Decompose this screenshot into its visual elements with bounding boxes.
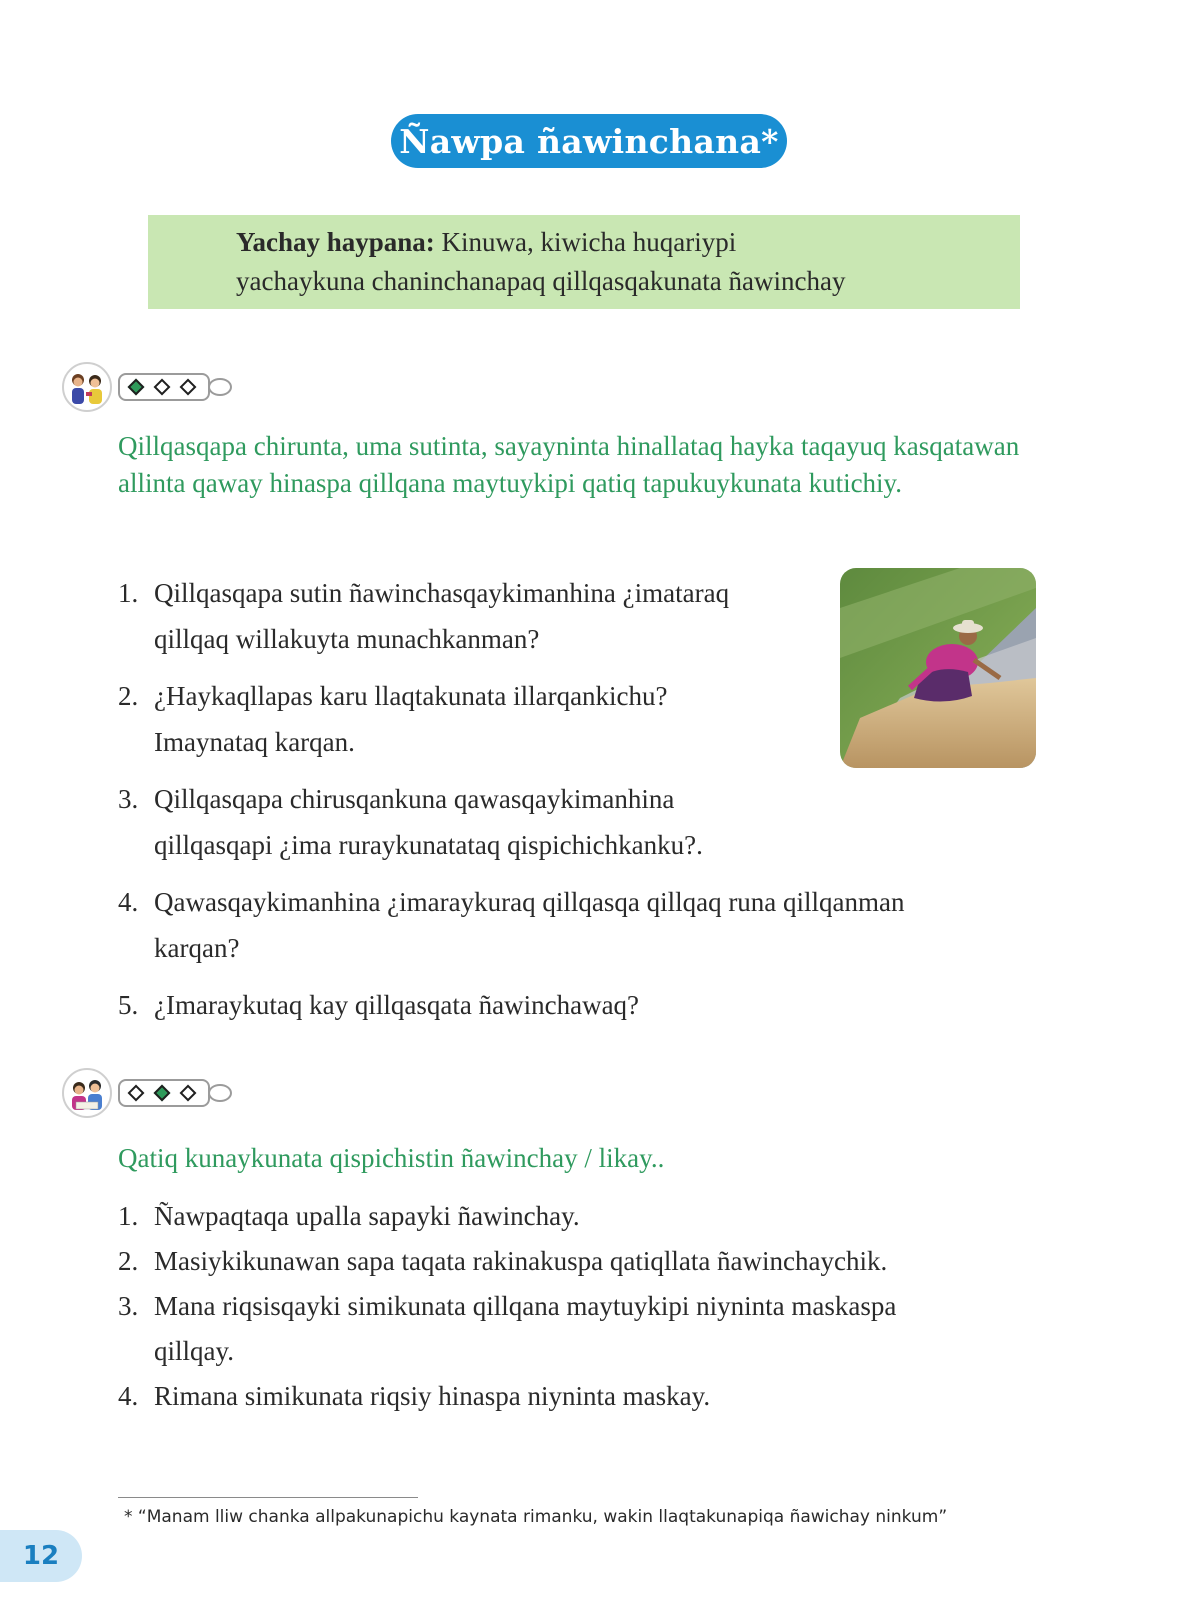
diamond-empty-icon — [180, 1085, 197, 1102]
item-line1: ¿Imaraykutaq kay qillqasqata ñawinchawaq? — [154, 990, 640, 1020]
item-line1: Mana riqsisqayki simikunata qillqana maytuykipi niyninta maskaspa — [154, 1291, 897, 1321]
item-number: 1. — [118, 578, 139, 608]
item-line2: Imaynataq karqan. — [154, 727, 355, 757]
item-number: 4. — [118, 887, 139, 917]
diamond-empty-icon — [154, 379, 171, 396]
learning-goal-line1: Kinuwa, kiwicha huqariypi — [434, 227, 737, 257]
item-line1: ¿Haykaqllapas karu llaqtakunata illarqankichu? — [154, 681, 668, 711]
diamond-filled-icon — [128, 379, 145, 396]
pill-tail-icon — [208, 378, 232, 396]
footnote: * “Manam lliw chanka allpakunapichu kaynata rimanku, wakin llaqtakunapiqa ñawichay ninkum” — [124, 1507, 948, 1527]
item-line1: Qawasqaykimanhina ¿imaraykuraq qillqasqa qillqaq runa qillqanman — [154, 887, 905, 917]
students-reading-avatar-icon — [62, 1068, 112, 1118]
item-line2: qillqaq willakuyta munachkanman? — [154, 624, 540, 654]
diamond-empty-icon — [128, 1085, 145, 1102]
item-number: 5. — [118, 990, 139, 1020]
diamond-progress-2-of-3-icon — [118, 1079, 210, 1107]
learning-goal-line2: yachaykuna chaninchanapaq qillqasqakunata ñawinchay — [236, 266, 846, 296]
item-line2: karqan? — [154, 933, 240, 963]
students-talking-avatar-icon — [62, 362, 112, 412]
item-line1: Rimana simikunata riqsiy hinaspa niyninta maskay. — [154, 1381, 711, 1411]
item-number: 3. — [118, 784, 139, 814]
item-number: 4. — [118, 1381, 139, 1411]
item-line2: qillqay. — [154, 1336, 234, 1366]
item-line1: Qillqasqapa sutin ñawinchasqaykimanhina ¿imataraq — [154, 578, 730, 608]
item-number: 2. — [118, 1246, 139, 1276]
item-number: 3. — [118, 1291, 139, 1321]
section1-header-icon — [62, 362, 240, 414]
section1-instruction: Qillqasqapa chirunta, uma sutinta, sayayninta hinallataq hayka taqayuq kasqatawan allinta qaway hinaspa qillqana maytuykipi qatiq tapukuykunata kutichiy. — [118, 431, 1020, 498]
diamond-progress-1-of-3-icon — [118, 373, 210, 401]
item-line1: Masiykikunawan sapa taqata rakinakuspa qatiqllata ñawinchaychik. — [154, 1246, 888, 1276]
page-title: Ñawpa ñawinchana* — [391, 114, 787, 168]
section2-header-icon — [62, 1068, 240, 1120]
section2-instruction: Qatiq kunaykunata qispichistin ñawinchay / likay.. — [118, 1143, 665, 1173]
diamond-filled-icon — [154, 1085, 171, 1102]
woman-drying-grain-photo — [840, 568, 1036, 768]
item-line1: Qillqasqapa chirusqankuna qawasqaykimanhina — [154, 784, 675, 814]
footnote-divider — [118, 1497, 418, 1498]
item-line1: Ñawpaqtaqa upalla sapayki ñawinchay. — [154, 1201, 580, 1231]
diamond-empty-icon — [180, 379, 197, 396]
item-number: 1. — [118, 1201, 139, 1231]
learning-goal-label: Yachay haypana: — [236, 227, 435, 257]
item-line2: qillqasqapi ¿ima ruraykunatataq qispichichkanku?. — [154, 830, 703, 860]
learning-goal-text — [236, 223, 1006, 301]
learning-goal-box — [148, 215, 1020, 309]
item-number: 2. — [118, 681, 139, 711]
pill-tail-icon — [208, 1084, 232, 1102]
page-number: 12 — [0, 1530, 82, 1582]
